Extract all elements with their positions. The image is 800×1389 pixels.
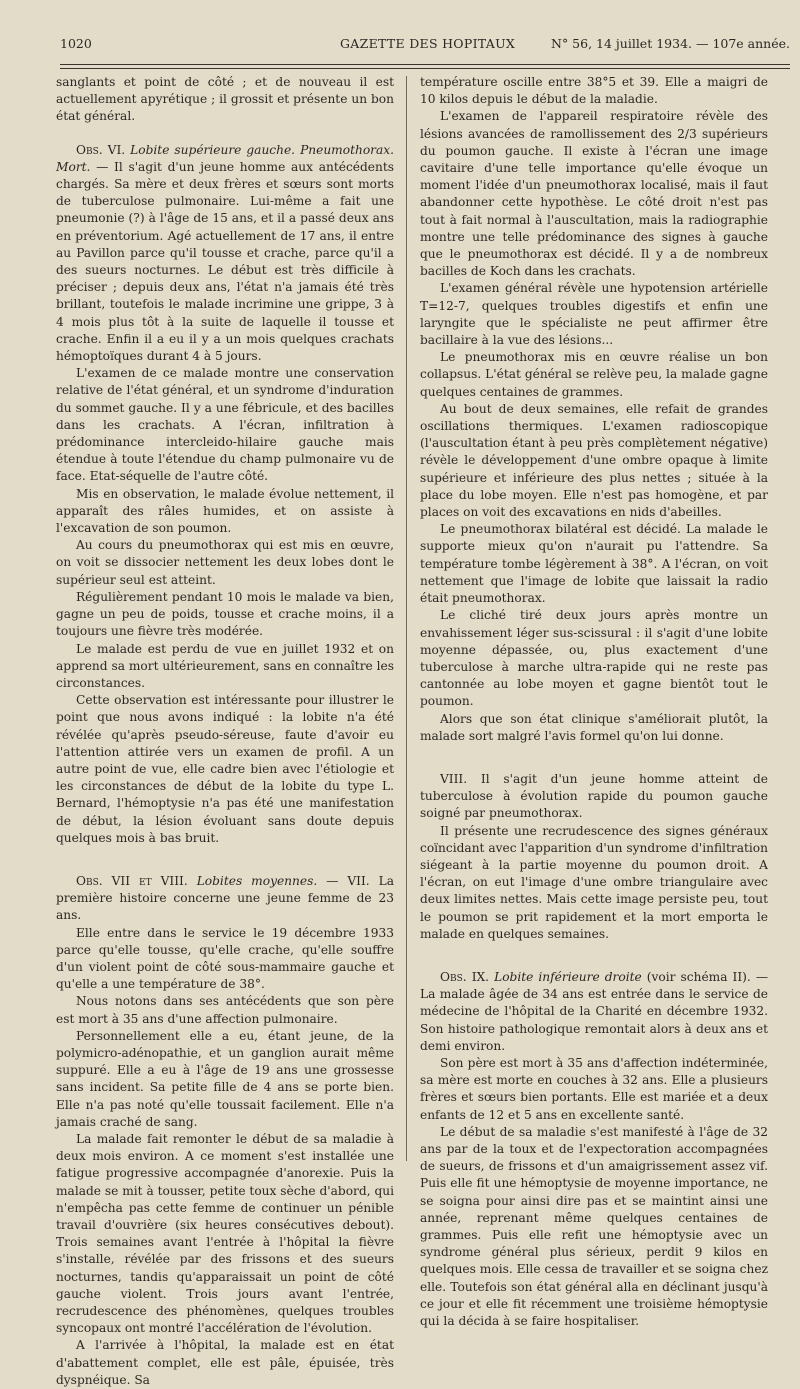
- paragraph: Le pneumothorax bilatéral est décidé. La malade le supporte mieux qu'on n'aurait pu l'attendre. Sa température tombe légèrement à 38°. A l'écran, on voit nettement que l'image de lobite que laissait la radio était pneumothorax.: [420, 522, 768, 606]
- left-column: [56, 74, 395, 1387]
- paragraph: L'examen de l'appareil respiratoire révèle des lésions avancées de ramollissement des 2/3 supérieurs du poumon gauche. Il existe à l'écran une image cavitaire d'une telle importance qu'elle évoque un moment l'idée d'un pneumothorax localisé, mais il faut abandonner cette hypothèse. Le côté droit n'est pas tout à fait normal à l'auscultation, mais la radiographie montre une telle prédominance des signes à gauche que le pneumothorax est décidé. Il y a de nombreux bacilles de Koch dans les crachats.: [420, 109, 768, 279]
- page-header: [60, 36, 790, 56]
- paragraph: Au cours du pneumothorax qui est mis en œuvre, on voit se dissocier nettement les deux lobes dont le supérieur seul est atteint.: [56, 538, 394, 587]
- paragraph: Alors que son état clinique s'améliorait plutôt, la malade sort malgré l'avis formel qu'on lui donne.: [420, 711, 768, 743]
- paragraph: Le début de sa maladie s'est manifesté à l'âge de 32 ans par de la toux et de l'expectoration accompagnées de sueurs, de frissons et d'un amaigrissement assez vif. Puis elle fit une hémoptysie de moyenne importance, ne se soigna pour ainsi dire pas et se maintint ainsi une année, reprenant même quelques centaines de grammes. Puis elle refit une hémoptysie avec un syndrome général plus sérieux, perdit 9 kilos en quelques mois. Elle cessa de travailler et se soigna chez elle. Toutefois son état général alla en déclinant jusqu'à ce jour et elle fit récemment une troisième hémoptysie qui la décida à se faire hospitaliser.: [420, 1124, 768, 1329]
- paragraph: Le pneumothorax mis en œuvre réalise un bon collapsus. L'état général se relève peu, la malade gagne quelques centaines de grammes.: [420, 350, 768, 399]
- observation-text: (voir schéma II). — La malade âgée de 34 ans est entrée dans le service de médecine de l'hôpital de la Charité en décembre 1932. Son histoire pathologique remontait alors à deux ans et demi environ.: [420, 969, 769, 1053]
- paragraph: La malade fait remonter le début de sa maladie à deux mois environ. A ce moment s'est installée une fatigue progressive accompagnée d'anorexie. Puis la malade se mit à tousser, petite toux sèche d'abord, qui n'empêcha pas cette femme de continuer un pénible travail d'ouvrière (six heures consécutives debout). Trois semaines avant l'entrée à l'hôpital la fièvre s'installe, révélée par des frissons et des sueurs nocturnes, tandis qu'apparaissait un point de côté gauche violent. Trois jours avant l'entrée, recrudescence des phénomènes, quelques troubles syncopaux ont montré l'accélération de l'évolution.: [56, 1131, 394, 1336]
- paragraph: Au bout de deux semaines, elle refait de grandes oscillations thermiques. L'examen radioscopique (l'auscultation étant à peu près complètement négative) révèle le développement d'une ombre opaque à limite supérieure et inférieure des plus nettes ; située à la place du lobe moyen. Elle n'est pas homogène, et par places on voit des excavations en nids d'abeilles.: [420, 401, 768, 520]
- paragraph: Cette observation est intéressante pour illustrer le point que nous avons indiqué : la lobite n'a été révélée qu'après pseudo-séreuse, faute d'avoir eu l'attention attirée vers un examen de profil. A un autre point de vue, elle cadre bien avec l'étiologie et les circonstances de début de la lobite du type L. Bernard, l'hémoptysie n'a pas été une manifestation de début, la lésion évoluant sans doute depuis quelques mois à bas bruit.: [56, 693, 394, 845]
- issue-info: N° 56, 14 juillet 1934. — 107e année.: [551, 36, 790, 51]
- paragraph: Le malade est perdu de vue en juillet 1932 et on apprend sa mort ultérieurement, sans en connaître les circonstances.: [56, 641, 394, 690]
- paragraph: sanglants et point de côté ; et de nouveau il est actuellement apyrétique ; il grossit et présente un bon état général.: [56, 75, 394, 124]
- observation-text: — VII. La première histoire concerne une jeune femme de 23 ans.: [56, 873, 395, 923]
- paragraph: Elle entre dans le service le 19 décembre 1933 parce qu'elle tousse, qu'elle crache, qu'elle souffre d'un violent point de côté sous-mammaire gauche et qu'elle a une température de 38°.: [56, 925, 394, 992]
- paragraph: Son père est mort à 35 ans d'affection indéterminée, sa mère est morte en couches à 32 ans. Elle a plusieurs frères et sœurs bien portants. Elle est mariée et a deux enfants de 12 et 5 ans en excellente santé.: [420, 1055, 768, 1122]
- paragraph: L'examen général révèle une hypotension artérielle T=12-7, quelques troubles digestifs et enfin une laryngite que le spécialiste ne peut affirmer être bacillaire à la vue des lésions...: [420, 281, 768, 348]
- observation-title: Lobite supérieure gauche. Pneumothorax. Mort.: [56, 142, 394, 174]
- paragraph: Le cliché tiré deux jours après montre un envahissement léger sus-scissural : il s'agit d'une lobite moyenne dépassée, ou, plus exactement d'une tuberculose à marche ultra-rapide qui ne reste pas cantonnée au lobe moyen et gagne bientôt tout le poumon.: [420, 608, 768, 709]
- paragraph: A l'arrivée à l'hôpital, la malade est en état d'abattement complet, elle est pâle, épuisée, très dyspnéique. Sa: [56, 1338, 394, 1387]
- paragraph: Mis en observation, le malade évolue nettement, il apparaît des râles humides, et on assiste à l'excavation de son poumon.: [56, 486, 394, 536]
- observation-vii-viii: [56, 873, 394, 925]
- observation-text: — Il s'agit d'un jeune homme aux antécédents chargés. Sa mère et deux frères et sœurs sont morts de tuberculose pulmonaire. Lui-même a fait une pneumonie (?) à l'âge de 15 ans, et il a passé deux ans en préventorium. Agé actuellement de 17 ans, il entre au Pavillon parce qu'il tousse et crache, parce qu'il a des sueurs nocturnes. Le début est très difficile à préciser ; depuis deux ans, l'état n'a jamais été très brillant, toutefois le malade incrimine une grippe, 3 à 4 mois plus tôt à la suite de laquelle il tousse et crache. Enfin il a eu il y a un mois quelques crachats hémoptoïques durant 4 à 5 jours.: [56, 159, 394, 364]
- header-rule: [60, 64, 790, 65]
- column-divider: [406, 76, 407, 1161]
- observation-viii: VIII. Il s'agit d'un jeune homme atteint de tuberculose à évolution rapide du poumon gauche soigné par pneumothorax.: [420, 771, 768, 821]
- observation-label: Obs. IX.: [440, 969, 490, 984]
- paragraph: Nous notons dans ses antécédents que son père est mort à 35 ans d'une affection pulmonaire.: [56, 994, 394, 1026]
- paragraph: Il présente une recrudescence des signes généraux coïncidant avec l'apparition d'un syndrome d'infiltration siégeant à la partie moyenne du poumon droit. A l'écran, on eut l'image d'une ombre triangulaire avec deux limites nettes. Mais cette image persiste peu, tout le poumon se prit rapidement et la mort emporta le malade en quelques semaines.: [420, 823, 768, 941]
- observation-title: Lobite inférieure droite: [494, 969, 642, 984]
- right-column: [420, 74, 769, 1329]
- paragraph: Régulièrement pendant 10 mois le malade va bien, gagne un peu de poids, tousse et crache moins, il a toujours une fièvre très modérée.: [56, 589, 394, 639]
- journal-title: GAZETTE DES HOPITAUX: [340, 36, 516, 51]
- observation-ix: [420, 969, 768, 1055]
- observation-label: Obs. VII et VIII.: [76, 873, 188, 888]
- observation-label: Obs. VI.: [76, 142, 126, 157]
- paragraph: L'examen de ce malade montre une conservation relative de l'état général, et un syndrome d'induration du sommet gauche. Il y a une fébricule, et des bacilles dans les crachats. A l'écran, infiltration à prédominance intercleido-hilaire gauche mais étendue à toute l'étendue du champ pulmonaire vu de face. Etat-séquelle de l'autre côté.: [56, 366, 394, 484]
- observation-vi: [56, 142, 394, 366]
- header-rule-thin: [60, 68, 790, 69]
- page-number: 1020: [60, 36, 92, 51]
- paragraph: Personnellement elle a eu, étant jeune, de la polymicro-adénopathie, et un ganglion aurait même suppuré. Elle a eu à l'âge de 19 ans une grossesse sans incident. Sa petite fille de 4 ans se porte bien. Elle n'a pas noté qu'elle toussait facilement. Elle n'a jamais craché de sang.: [56, 1028, 394, 1129]
- observation-title: Lobites moyennes.: [196, 873, 318, 888]
- paragraph: température oscille entre 38°5 et 39. Elle a maigri de 10 kilos depuis le début de la maladie.: [420, 75, 768, 107]
